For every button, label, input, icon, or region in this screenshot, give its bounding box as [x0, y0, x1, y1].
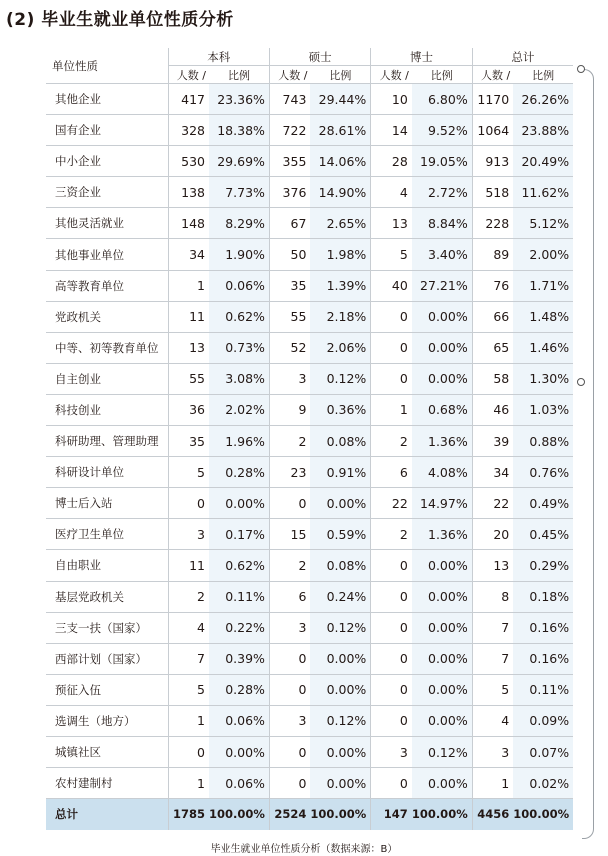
- row-label: 科研设计单位: [46, 457, 168, 488]
- table-row: [46, 426, 573, 457]
- ratio-cell: 0.62%: [209, 550, 269, 581]
- ratio-cell: 0.91%: [310, 457, 370, 488]
- row-label: 党政机关: [46, 301, 168, 332]
- table-row: [46, 115, 573, 146]
- count-cell: 4456: [472, 799, 513, 830]
- count-cell: 1170: [472, 84, 513, 115]
- ratio-cell: 1.48%: [513, 301, 573, 332]
- table-row: [46, 768, 573, 799]
- count-cell: 0: [371, 768, 412, 799]
- ratio-cell: 1.36%: [412, 426, 472, 457]
- ratio-cell: 0.17%: [209, 519, 269, 550]
- count-cell: 2: [371, 426, 412, 457]
- ratio-cell: 0.00%: [310, 674, 370, 705]
- ratio-cell: 0.06%: [209, 270, 269, 301]
- count-cell: 3: [472, 736, 513, 767]
- row-label: 预征入伍: [46, 674, 168, 705]
- count-cell: 52: [269, 332, 310, 363]
- ratio-cell: 0.88%: [513, 426, 573, 457]
- ratio-cell: 2.06%: [310, 332, 370, 363]
- count-cell: 228: [472, 208, 513, 239]
- row-label: 其他企业: [46, 84, 168, 115]
- count-cell: 6: [371, 457, 412, 488]
- ratio-cell: 0.36%: [310, 394, 370, 425]
- bracket-dot-top: [577, 65, 585, 73]
- ratio-cell: 0.12%: [310, 363, 370, 394]
- count-cell: 20: [472, 519, 513, 550]
- ratio-cell: 0.06%: [209, 705, 269, 736]
- ratio-cell: 2.00%: [513, 239, 573, 270]
- count-cell: 14: [371, 115, 412, 146]
- count-cell: 28: [371, 146, 412, 177]
- ratio-cell: 14.06%: [310, 146, 370, 177]
- count-cell: 3: [269, 705, 310, 736]
- bracket-dot-middle: [577, 378, 585, 386]
- count-cell: 2: [168, 581, 209, 612]
- count-cell: 89: [472, 239, 513, 270]
- count-cell: 4: [472, 705, 513, 736]
- section-title: (2) 毕业生就业单位性质分析: [6, 10, 234, 30]
- row-label: 博士后入站: [46, 488, 168, 519]
- ratio-cell: 0.16%: [513, 643, 573, 674]
- ratio-cell: 0.18%: [513, 581, 573, 612]
- table-row: [46, 674, 573, 705]
- count-cell: 55: [168, 363, 209, 394]
- table-row: [46, 643, 573, 674]
- table-row: [46, 550, 573, 581]
- count-cell: 376: [269, 177, 310, 208]
- count-cell: 0: [269, 643, 310, 674]
- count-cell: 15: [269, 519, 310, 550]
- table-row: [46, 332, 573, 363]
- ratio-cell: 0.12%: [310, 612, 370, 643]
- ratio-cell: 0.11%: [209, 581, 269, 612]
- count-cell: 355: [269, 146, 310, 177]
- count-cell: 328: [168, 115, 209, 146]
- ratio-cell: 0.68%: [412, 394, 472, 425]
- ratio-cell: 1.03%: [513, 394, 573, 425]
- row-label: 农村建制村: [46, 768, 168, 799]
- row-label: 自主创业: [46, 363, 168, 394]
- ratio-cell: 0.16%: [513, 612, 573, 643]
- table-caption: 毕业生就业单位性质分析（数据来源：B）: [210, 844, 398, 855]
- count-cell: 0: [371, 581, 412, 612]
- row-label: 选调生（地方）: [46, 705, 168, 736]
- header-bachelor: 本科: [168, 48, 269, 66]
- ratio-cell: 18.38%: [209, 115, 269, 146]
- ratio-cell: 0.00%: [412, 674, 472, 705]
- count-cell: 13: [168, 332, 209, 363]
- ratio-cell: 0.00%: [209, 736, 269, 767]
- ratio-cell: 0.00%: [412, 301, 472, 332]
- row-label: 医疗卫生单位: [46, 519, 168, 550]
- ratio-cell: 0.24%: [310, 581, 370, 612]
- count-cell: 5: [168, 457, 209, 488]
- count-cell: 11: [168, 550, 209, 581]
- count-cell: 0: [371, 612, 412, 643]
- subheader-ratio: 比例: [430, 68, 453, 82]
- count-cell: 3: [269, 363, 310, 394]
- ratio-cell: 100.00%: [513, 799, 573, 830]
- ratio-cell: 1.90%: [209, 239, 269, 270]
- ratio-cell: 14.90%: [310, 177, 370, 208]
- ratio-cell: 0.08%: [310, 550, 370, 581]
- ratio-cell: 0.00%: [209, 488, 269, 519]
- subheader-count: 人数 /: [472, 66, 513, 84]
- count-cell: 5: [371, 239, 412, 270]
- ratio-cell: 14.97%: [412, 488, 472, 519]
- ratio-cell: 0.00%: [310, 736, 370, 767]
- ratio-cell: 0.08%: [310, 426, 370, 457]
- count-cell: 1: [168, 270, 209, 301]
- ratio-cell: 1.71%: [513, 270, 573, 301]
- ratio-cell: 0.62%: [209, 301, 269, 332]
- table-row: [46, 177, 573, 208]
- ratio-cell: 4.08%: [412, 457, 472, 488]
- count-cell: 0: [269, 768, 310, 799]
- ratio-cell: 0.11%: [513, 674, 573, 705]
- table-row: [46, 488, 573, 519]
- row-label: 科技创业: [46, 394, 168, 425]
- ratio-cell: 0.09%: [513, 705, 573, 736]
- count-cell: 913: [472, 146, 513, 177]
- ratio-cell: 23.36%: [209, 84, 269, 115]
- ratio-cell: 0.49%: [513, 488, 573, 519]
- count-cell: 1: [168, 705, 209, 736]
- count-cell: 3: [168, 519, 209, 550]
- count-cell: 0: [371, 332, 412, 363]
- table-row: [46, 239, 573, 270]
- ratio-cell: 0.00%: [310, 768, 370, 799]
- count-cell: 147: [371, 799, 412, 830]
- ratio-cell: 6.80%: [412, 84, 472, 115]
- ratio-cell: 9.52%: [412, 115, 472, 146]
- subheader-count: 人数 /: [371, 66, 412, 84]
- ratio-cell: 3.08%: [209, 363, 269, 394]
- count-cell: 76: [472, 270, 513, 301]
- count-cell: 0: [371, 674, 412, 705]
- row-label: 其他灵活就业: [46, 208, 168, 239]
- count-cell: 22: [472, 488, 513, 519]
- count-cell: 138: [168, 177, 209, 208]
- count-cell: 0: [269, 736, 310, 767]
- subheader-ratio: 比例: [227, 68, 250, 82]
- ratio-cell: 0.00%: [412, 581, 472, 612]
- subheader-ratio: 比例: [532, 68, 555, 82]
- subheader-count: 人数 /: [168, 66, 209, 84]
- table-row: [46, 84, 573, 115]
- count-cell: 7: [472, 612, 513, 643]
- table-row: [46, 394, 573, 425]
- header-row-groups: [46, 48, 573, 66]
- ratio-cell: 8.29%: [209, 208, 269, 239]
- ratio-cell: 29.44%: [310, 84, 370, 115]
- ratio-cell: 2.18%: [310, 301, 370, 332]
- count-cell: 530: [168, 146, 209, 177]
- ratio-cell: 0.07%: [513, 736, 573, 767]
- ratio-cell: 27.21%: [412, 270, 472, 301]
- ratio-cell: 28.61%: [310, 115, 370, 146]
- count-cell: 22: [371, 488, 412, 519]
- ratio-cell: 0.12%: [412, 736, 472, 767]
- count-cell: 5: [168, 674, 209, 705]
- count-cell: 40: [371, 270, 412, 301]
- ratio-cell: 0.76%: [513, 457, 573, 488]
- count-cell: 11: [168, 301, 209, 332]
- ratio-cell: 1.98%: [310, 239, 370, 270]
- count-cell: 0: [168, 488, 209, 519]
- count-cell: 148: [168, 208, 209, 239]
- table-body: [46, 84, 573, 830]
- ratio-cell: 7.73%: [209, 177, 269, 208]
- ratio-cell: 2.72%: [412, 177, 472, 208]
- count-cell: 0: [371, 363, 412, 394]
- table-row: [46, 612, 573, 643]
- row-label: 总计: [46, 799, 168, 830]
- count-cell: 65: [472, 332, 513, 363]
- count-cell: 1785: [168, 799, 209, 830]
- count-cell: 23: [269, 457, 310, 488]
- count-cell: 0: [371, 301, 412, 332]
- ratio-cell: 5.12%: [513, 208, 573, 239]
- count-cell: 34: [472, 457, 513, 488]
- ratio-cell: 2.65%: [310, 208, 370, 239]
- count-cell: 13: [371, 208, 412, 239]
- ratio-cell: 100.00%: [412, 799, 472, 830]
- count-cell: 0: [269, 488, 310, 519]
- row-label: 科研助理、管理助理: [46, 426, 168, 457]
- ratio-cell: 2.02%: [209, 394, 269, 425]
- ratio-cell: 0.39%: [209, 643, 269, 674]
- count-cell: 35: [168, 426, 209, 457]
- table-row: [46, 457, 573, 488]
- ratio-cell: 23.88%: [513, 115, 573, 146]
- table-row: [46, 208, 573, 239]
- ratio-cell: 0.45%: [513, 519, 573, 550]
- ratio-cell: 26.26%: [513, 84, 573, 115]
- ratio-cell: 0.06%: [209, 768, 269, 799]
- ratio-cell: 0.00%: [412, 768, 472, 799]
- count-cell: 66: [472, 301, 513, 332]
- ratio-cell: 100.00%: [310, 799, 370, 830]
- ratio-cell: 19.05%: [412, 146, 472, 177]
- count-cell: 2: [371, 519, 412, 550]
- row-label: 高等教育单位: [46, 270, 168, 301]
- ratio-cell: 0.28%: [209, 674, 269, 705]
- ratio-cell: 20.49%: [513, 146, 573, 177]
- count-cell: 3: [371, 736, 412, 767]
- table-row: [46, 705, 573, 736]
- ratio-cell: 100.00%: [209, 799, 269, 830]
- ratio-cell: 0.00%: [412, 550, 472, 581]
- count-cell: 13: [472, 550, 513, 581]
- count-cell: 6: [269, 581, 310, 612]
- ratio-cell: 1.36%: [412, 519, 472, 550]
- count-cell: 0: [371, 643, 412, 674]
- ratio-cell: 0.00%: [310, 643, 370, 674]
- total-row: [46, 799, 573, 830]
- row-label: 其他事业单位: [46, 239, 168, 270]
- row-label: 基层党政机关: [46, 581, 168, 612]
- side-bracket-line: [582, 69, 594, 839]
- row-label: 自由职业: [46, 550, 168, 581]
- ratio-cell: 0.12%: [310, 705, 370, 736]
- ratio-cell: 1.96%: [209, 426, 269, 457]
- ratio-cell: 0.00%: [412, 705, 472, 736]
- table-row: [46, 270, 573, 301]
- count-cell: 39: [472, 426, 513, 457]
- ratio-cell: 0.00%: [412, 643, 472, 674]
- ratio-cell: 0.29%: [513, 550, 573, 581]
- subheader-count: 人数 /: [269, 66, 310, 84]
- subheader-ratio: 比例: [329, 68, 352, 82]
- table-row: [46, 363, 573, 394]
- table-row: [46, 581, 573, 612]
- row-label: 中等、初等教育单位: [46, 332, 168, 363]
- ratio-cell: 0.28%: [209, 457, 269, 488]
- count-cell: 1064: [472, 115, 513, 146]
- count-cell: 0: [269, 674, 310, 705]
- row-label: 西部计划（国家）: [46, 643, 168, 674]
- employment-table: [46, 48, 573, 830]
- count-cell: 2524: [269, 799, 310, 830]
- ratio-cell: 8.84%: [412, 208, 472, 239]
- ratio-cell: 0.59%: [310, 519, 370, 550]
- count-cell: 58: [472, 363, 513, 394]
- count-cell: 36: [168, 394, 209, 425]
- ratio-cell: 0.00%: [412, 332, 472, 363]
- count-cell: 1: [371, 394, 412, 425]
- ratio-cell: 1.46%: [513, 332, 573, 363]
- count-cell: 0: [168, 736, 209, 767]
- count-cell: 35: [269, 270, 310, 301]
- count-cell: 50: [269, 239, 310, 270]
- count-cell: 2: [269, 550, 310, 581]
- ratio-cell: 0.00%: [310, 488, 370, 519]
- row-label: 城镇社区: [46, 736, 168, 767]
- count-cell: 3: [269, 612, 310, 643]
- table-row: [46, 301, 573, 332]
- ratio-cell: 1.30%: [513, 363, 573, 394]
- count-cell: 1: [472, 768, 513, 799]
- ratio-cell: 1.39%: [310, 270, 370, 301]
- table-row: [46, 736, 573, 767]
- ratio-cell: 3.40%: [412, 239, 472, 270]
- count-cell: 34: [168, 239, 209, 270]
- ratio-cell: 0.00%: [412, 612, 472, 643]
- ratio-cell: 0.73%: [209, 332, 269, 363]
- count-cell: 0: [371, 705, 412, 736]
- count-cell: 4: [168, 612, 209, 643]
- ratio-cell: 0.02%: [513, 768, 573, 799]
- count-cell: 46: [472, 394, 513, 425]
- row-label: 三资企业: [46, 177, 168, 208]
- count-cell: 518: [472, 177, 513, 208]
- row-label: 国有企业: [46, 115, 168, 146]
- count-cell: 1: [168, 768, 209, 799]
- table-row: [46, 519, 573, 550]
- ratio-cell: 29.69%: [209, 146, 269, 177]
- table-row: [46, 146, 573, 177]
- count-cell: 10: [371, 84, 412, 115]
- count-cell: 7: [168, 643, 209, 674]
- row-label: 中小企业: [46, 146, 168, 177]
- count-cell: 0: [371, 550, 412, 581]
- count-cell: 55: [269, 301, 310, 332]
- header-doctor: 博士: [371, 48, 472, 66]
- count-cell: 8: [472, 581, 513, 612]
- count-cell: 67: [269, 208, 310, 239]
- count-cell: 4: [371, 177, 412, 208]
- count-cell: 9: [269, 394, 310, 425]
- row-label: 三支一扶（国家）: [46, 612, 168, 643]
- count-cell: 722: [269, 115, 310, 146]
- count-cell: 7: [472, 643, 513, 674]
- count-cell: 743: [269, 84, 310, 115]
- count-cell: 417: [168, 84, 209, 115]
- ratio-cell: 0.22%: [209, 612, 269, 643]
- count-cell: 2: [269, 426, 310, 457]
- ratio-cell: 11.62%: [513, 177, 573, 208]
- header-total: 总计: [472, 48, 573, 66]
- count-cell: 5: [472, 674, 513, 705]
- header-unit-type: 单位性质: [46, 48, 168, 84]
- header-master: 硕士: [269, 48, 370, 66]
- ratio-cell: 0.00%: [412, 363, 472, 394]
